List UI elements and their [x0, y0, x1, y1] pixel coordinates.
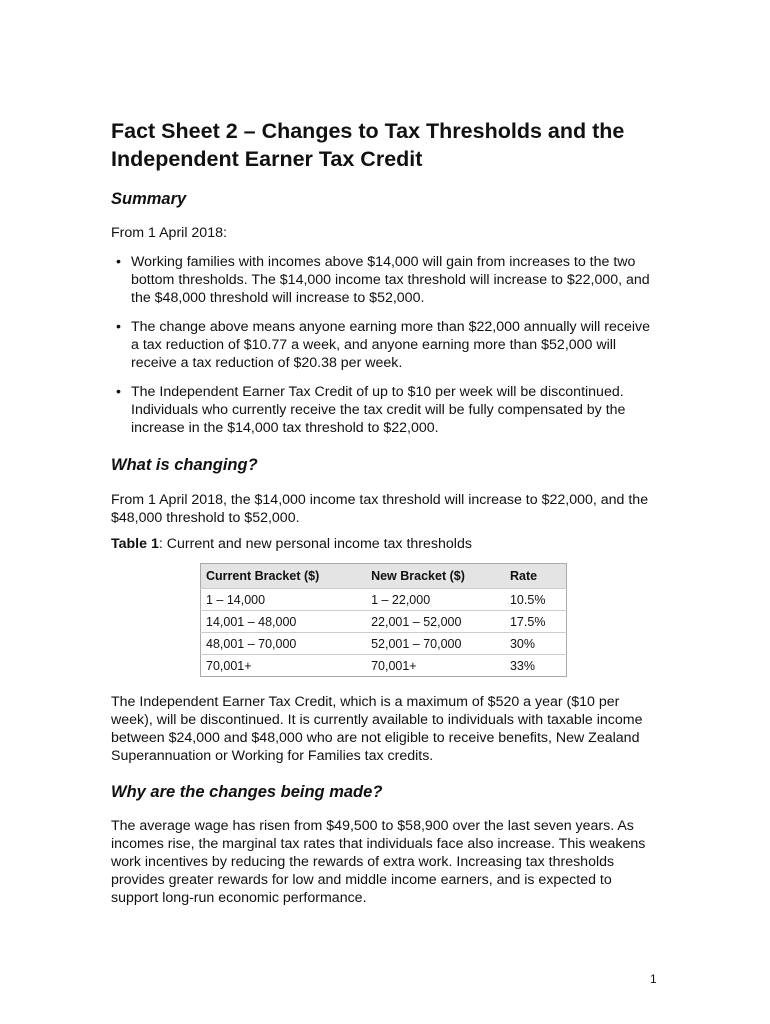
cell: 14,001 – 48,000 — [201, 611, 367, 633]
cell: 33% — [505, 655, 567, 677]
cell: 17.5% — [505, 611, 567, 633]
why-heading: Why are the changes being made? — [111, 783, 383, 801]
caption-text: : Current and new personal income tax thresholds — [158, 536, 472, 552]
cell: 70,001+ — [366, 655, 505, 677]
cell: 10.5% — [505, 589, 567, 611]
caption-label: Table 1 — [111, 536, 159, 552]
page-number: 1 — [650, 972, 657, 986]
changing-paragraph: From 1 April 2018, the $14,000 income tax threshold will increase to $22,000, and the $48,000 threshold to $52,000. — [111, 492, 649, 526]
bullet-item: • Working families with incomes above $14,000 will gain from increases to the two bottom thresholds. The $14,000 income tax threshold will increase to $22,000, and the $48,000 threshold will increase to $52,000. — [111, 253, 656, 307]
cell: 70,001+ — [201, 655, 367, 677]
summary-bullets — [111, 253, 656, 448]
why-paragraph: The average wage has risen from $49,500 to $58,900 over the last seven years. As incomes rise, the marginal tax rates that individuals face also increase. This weakens work incentives by reducing the rewards of extra work. Increasing tax thresholds provides greater rewards for low and middle income earners, and is expected to support long-run economic performance. — [111, 818, 646, 906]
changing-heading: What is changing? — [111, 456, 258, 474]
column-header: Rate — [505, 564, 567, 589]
page-title: Fact Sheet 2 – Changes to Tax Thresholds and the Independent Earner Tax Credit — [111, 119, 625, 171]
table-row — [201, 611, 567, 633]
cell: 48,001 – 70,000 — [201, 633, 367, 655]
summary-intro: From 1 April 2018: — [111, 225, 227, 241]
bullet-item: • The change above means anyone earning more than $22,000 annually will receive a tax reduction of $10.77 a week, and anyone earning more than $52,000 will receive a tax reduction of $20.38 per week. — [111, 318, 656, 372]
bullet-item: • The Independent Earner Tax Credit of up to $10 per week will be discontinued. Individuals who currently receive the tax credit will be fully compensated by the increase in the $14,000 tax threshold to $22,000. — [111, 383, 656, 437]
table-row — [201, 655, 567, 677]
cell: 30% — [505, 633, 567, 655]
table-caption — [111, 535, 651, 553]
table-row — [201, 633, 567, 655]
column-header: New Bracket ($) — [366, 564, 505, 589]
table-row — [201, 589, 567, 611]
table-header-row — [201, 564, 567, 589]
summary-heading: Summary — [111, 190, 187, 208]
ietc-paragraph: The Independent Earner Tax Credit, which is a maximum of $520 a year ($10 per week), will be discontinued. It is currently available to individuals with taxable income between $24,000 and $48,000 who are not eligible to receive benefits, New Zealand Superannuation or Working for Families tax credits. — [111, 694, 643, 764]
cell: 1 – 14,000 — [201, 589, 367, 611]
cell: 52,001 – 70,000 — [366, 633, 505, 655]
cell: 22,001 – 52,000 — [366, 611, 505, 633]
column-header: Current Bracket ($) — [201, 564, 367, 589]
cell: 1 – 22,000 — [366, 589, 505, 611]
tax-thresholds-table — [200, 563, 567, 677]
